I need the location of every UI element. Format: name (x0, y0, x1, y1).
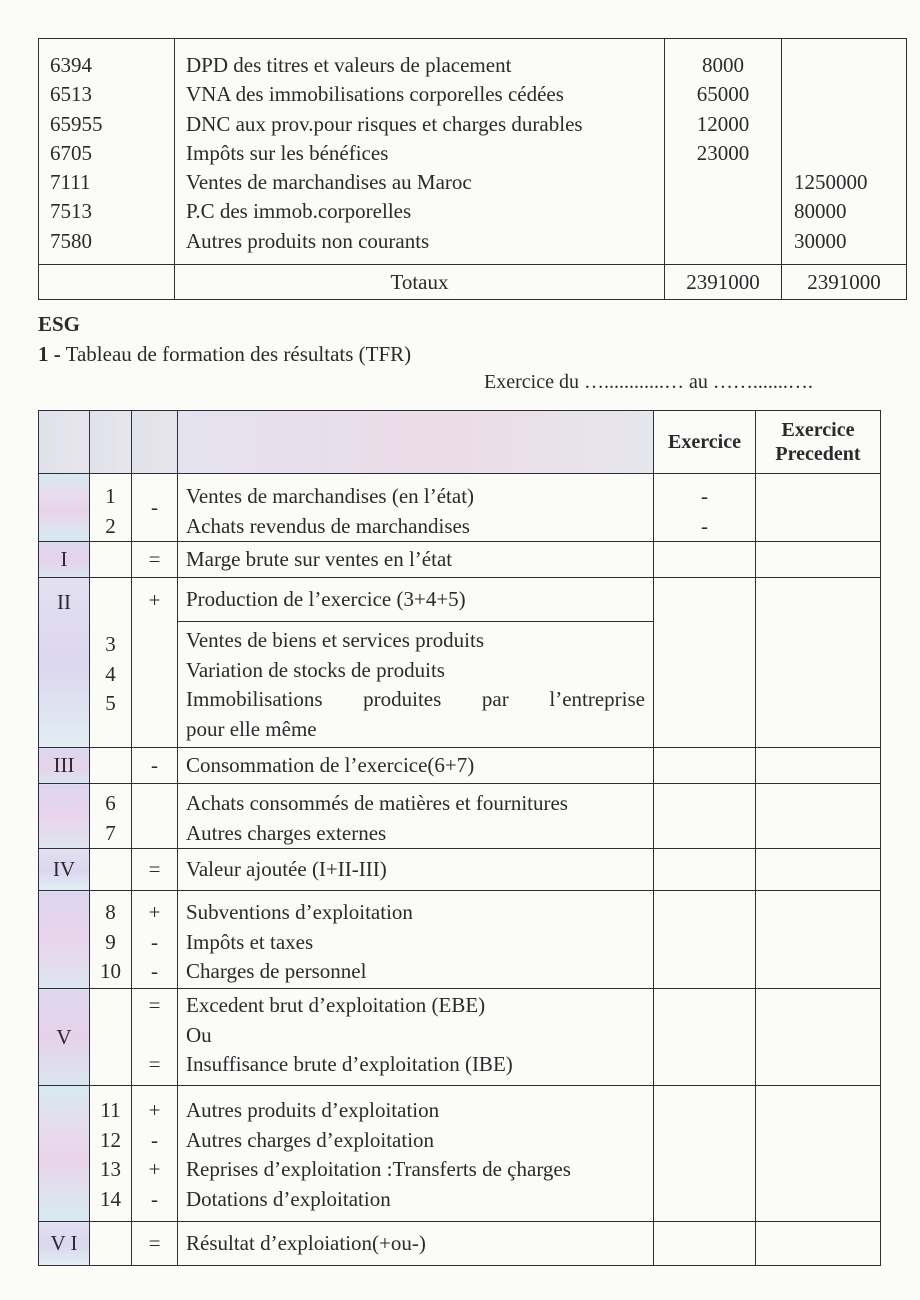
header-col-label (178, 411, 654, 474)
tfr-operator: = (132, 849, 178, 891)
tfr-precedent-cell (756, 849, 881, 891)
tfr-exercice-cell (654, 578, 756, 748)
tfr-label-cell (178, 474, 654, 542)
tfr-operator: = (148, 993, 161, 1017)
tfr-operator: = (148, 1052, 161, 1076)
tfr-label: Subventions d’exploitation (186, 900, 413, 924)
tfr-index: 9 (105, 929, 116, 954)
tfr-precedent-cell (756, 1222, 881, 1266)
tfr-operator: - (151, 929, 158, 954)
tfr-operator: - (132, 748, 178, 784)
ledger-credit (782, 110, 906, 139)
tfr-label: Charges de personnel (186, 959, 367, 983)
tfr-label: Achats consommés de matières et fournitures (186, 791, 568, 815)
tfr-precedent-cell (756, 542, 881, 578)
tfr-label: pour elle même (186, 716, 317, 741)
tfr-precedent-cell (756, 989, 881, 1086)
tfr-index: 14 (100, 1186, 121, 1211)
ledger-debit-column (665, 39, 782, 265)
ledger-code: 6394 (50, 53, 92, 77)
tfr-label: Autres charges d’exploitation (186, 1127, 435, 1152)
tfr-roman (39, 784, 90, 849)
tfr-operator: + (148, 1098, 161, 1122)
tfr-index: 7 (105, 820, 116, 845)
tfr-index-cell (90, 1222, 132, 1266)
tfr-label: Immobilisations produites par l’entreprise (186, 687, 645, 711)
ledger-credit: 80000 (794, 199, 847, 224)
tfr-index-cell (90, 578, 132, 748)
ledger-credit (782, 139, 906, 168)
tfr-roman (39, 891, 90, 989)
ledger-code: 7580 (50, 228, 92, 253)
tfr-row-resultat-exploitation (39, 1222, 881, 1266)
tfr-index: 1 (105, 484, 116, 508)
header-col-operator (132, 411, 178, 474)
tfr-row-autres-exploitation (39, 1086, 881, 1222)
tfr-index-cell (90, 474, 132, 542)
tfr-label: Ventes de marchandises (en l’état) (186, 484, 475, 508)
section-title: ESG (38, 312, 81, 336)
tfr-label: Impôts et taxes (186, 929, 314, 954)
tfr-operator-cell (132, 784, 178, 849)
tfr-exercice-cell (654, 784, 756, 849)
ledger-totals-empty (39, 265, 175, 300)
tfr-precedent-cell (756, 891, 881, 989)
ledger-label: P.C des immob.corporelles (186, 199, 412, 224)
tfr-operator (132, 1021, 177, 1051)
header-col-index (90, 411, 132, 474)
tfr-operator-cell (132, 989, 178, 1086)
header-precedent-line2: Precedent (775, 443, 861, 465)
tfr-label-cell (178, 989, 654, 1086)
tfr-label: Production de l’exercice (3+4+5) (178, 578, 654, 622)
tfr-index-cell (90, 849, 132, 891)
tfr-roman: V (39, 989, 90, 1086)
tfr-operator: - (151, 495, 158, 519)
tfr-roman: III (39, 748, 90, 784)
tfr-label: Reprises d’exploitation :Transferts de çharges (186, 1157, 571, 1181)
tfr-exercice-cell (654, 989, 756, 1086)
tfr-operator: = (132, 542, 178, 578)
ledger-total-credit: 2391000 (782, 265, 907, 300)
tfr-exercice-cell (654, 891, 756, 989)
ledger-total-debit: 2391000 (665, 265, 782, 300)
ledger-credit (782, 51, 906, 80)
ledger-debit: 12000 (696, 111, 750, 136)
tfr-label: Dotations d’exploitation (186, 1186, 391, 1211)
tfr-index-cell (90, 891, 132, 989)
tfr-index: 10 (100, 959, 121, 983)
ledger-label-column (175, 39, 665, 265)
period-line: Exercice du …............… au …….......…. (484, 371, 813, 393)
ledger-debit: 8000 (702, 53, 744, 77)
tfr-label: Insuffisance brute d’exploitation (IBE) (186, 1052, 513, 1076)
header-col-roman (39, 411, 90, 474)
ledger-debit: 65000 (696, 82, 750, 107)
tfr-index-cell (90, 989, 132, 1086)
tfr-operator-cell (132, 891, 178, 989)
tfr-index: 6 (105, 791, 116, 815)
tfr-operator: - (151, 1186, 158, 1211)
ledger-code: 6513 (50, 82, 92, 107)
tfr-operator: + (148, 1157, 161, 1181)
tfr-index-cell (90, 784, 132, 849)
tfr-index: 8 (105, 900, 116, 924)
ledger-debit (665, 168, 781, 197)
ledger-debit (665, 197, 781, 226)
tfr-row-marge-brute (39, 542, 881, 578)
ledger-label: Ventes de marchandises au Maroc (186, 170, 472, 195)
tfr-row-consommation (39, 748, 881, 784)
tfr-operator: - (151, 959, 158, 983)
tfr-index: 5 (105, 691, 116, 715)
ledger-code: 7513 (50, 199, 92, 224)
tfr-label-cell (178, 1086, 654, 1222)
tfr-index: 4 (105, 661, 116, 686)
tfr-label: Valeur ajoutée (I+II-III) (178, 849, 654, 891)
tfr-index-cell (90, 542, 132, 578)
ledger-table (38, 38, 907, 300)
tfr-label: Consommation de l’exercice(6+7) (178, 748, 654, 784)
header-precedent-line1: Exercice (781, 419, 855, 441)
tfr-label: Résultat d’exploiation(+ou-) (178, 1222, 654, 1266)
tfr-row-valeur-ajoutee (39, 849, 881, 891)
ledger-code-column (39, 39, 175, 265)
ledger-label: Impôts sur les bénéfices (186, 140, 389, 165)
tfr-operator: + (132, 578, 178, 748)
subtitle-text: Tableau de formation des résultats (TFR) (65, 342, 412, 366)
tfr-label: Autres produits d’exploitation (186, 1098, 440, 1122)
tfr-index-cell (90, 748, 132, 784)
tfr-exercice-cell (654, 748, 756, 784)
tfr-index: 11 (100, 1098, 121, 1122)
header-exercice: Exercice (654, 411, 756, 474)
tfr-label-cell (178, 622, 654, 748)
tfr-label: Autres charges externes (186, 820, 387, 845)
ledger-label: DNC aux prov.pour risques et charges durables (186, 111, 583, 136)
ledger-totals-row (39, 265, 907, 300)
tfr-roman (39, 474, 90, 542)
tfr-precedent-cell (756, 578, 881, 748)
ledger-credit: 30000 (794, 228, 847, 253)
tfr-exercice-cell (654, 542, 756, 578)
ledger-credit: 1250000 (794, 170, 868, 195)
tfr-precedent-cell (756, 784, 881, 849)
tfr-row-ebe (39, 989, 881, 1086)
tfr-exercice-value: - (701, 513, 708, 538)
tfr-header-row (39, 411, 881, 474)
tfr-label: Ou (186, 1022, 212, 1047)
tfr-operator: + (148, 900, 161, 924)
tfr-label-cell (178, 784, 654, 849)
tfr-precedent-cell (756, 748, 881, 784)
tfr-roman: V I (39, 1222, 90, 1266)
tfr-operator-cell (132, 1086, 178, 1222)
tfr-row-group (39, 474, 881, 542)
tfr-exercice-cell (654, 1086, 756, 1222)
tfr-row-subventions (39, 891, 881, 989)
tfr-precedent-cell (756, 1086, 881, 1222)
tfr-label: Excedent brut d’exploitation (EBE) (186, 993, 486, 1017)
ledger-label: DPD des titres et valeurs de placement (186, 53, 512, 77)
tfr-precedent-cell (756, 474, 881, 542)
tfr-label-cell (178, 891, 654, 989)
tfr-label: Marge brute sur ventes en l’état (178, 542, 654, 578)
ledger-credit (782, 80, 906, 109)
ledger-code: 7111 (50, 170, 91, 195)
header-exercice-precedent (756, 411, 881, 474)
tfr-index: 13 (100, 1157, 121, 1181)
tfr-operator: = (132, 1222, 178, 1266)
subtitle-number: 1 - (38, 342, 61, 366)
tfr-index: 2 (105, 513, 116, 538)
tfr-label: Achats revendus de marchandises (186, 513, 470, 538)
tfr-exercice-cell (654, 849, 756, 891)
tfr-index-cell (90, 1086, 132, 1222)
tfr-exercice-value: - (701, 484, 708, 508)
table-subtitle (38, 342, 411, 367)
tfr-exercice-cell (654, 1222, 756, 1266)
tfr-index: 3 (105, 632, 116, 656)
tfr-label: Ventes de biens et services produits (186, 628, 485, 652)
tfr-row-production (39, 578, 881, 622)
ledger-debit: 23000 (696, 140, 750, 165)
ledger-code: 6705 (50, 140, 92, 165)
ledger-label: Autres produits non courants (186, 228, 430, 253)
tfr-operator: - (151, 1127, 158, 1152)
tfr-row-consommation-detail (39, 784, 881, 849)
ledger-label: VNA des immobilisations corporelles cédées (186, 82, 564, 107)
ledger-body (39, 39, 907, 265)
tfr-roman (39, 1086, 90, 1222)
tfr-roman: I (39, 542, 90, 578)
tfr-exercice-cell (654, 474, 756, 542)
tfr-table (38, 410, 881, 1266)
tfr-roman: IV (39, 849, 90, 891)
tfr-operator-cell (132, 474, 178, 542)
tfr-label: Variation de stocks de produits (186, 657, 445, 682)
ledger-debit (665, 227, 781, 256)
tfr-roman: II (39, 578, 90, 748)
ledger-code: 65955 (50, 111, 103, 136)
tfr-index: 12 (100, 1127, 121, 1152)
ledger-totals-label: Totaux (175, 265, 665, 300)
ledger-credit-column (782, 39, 907, 265)
